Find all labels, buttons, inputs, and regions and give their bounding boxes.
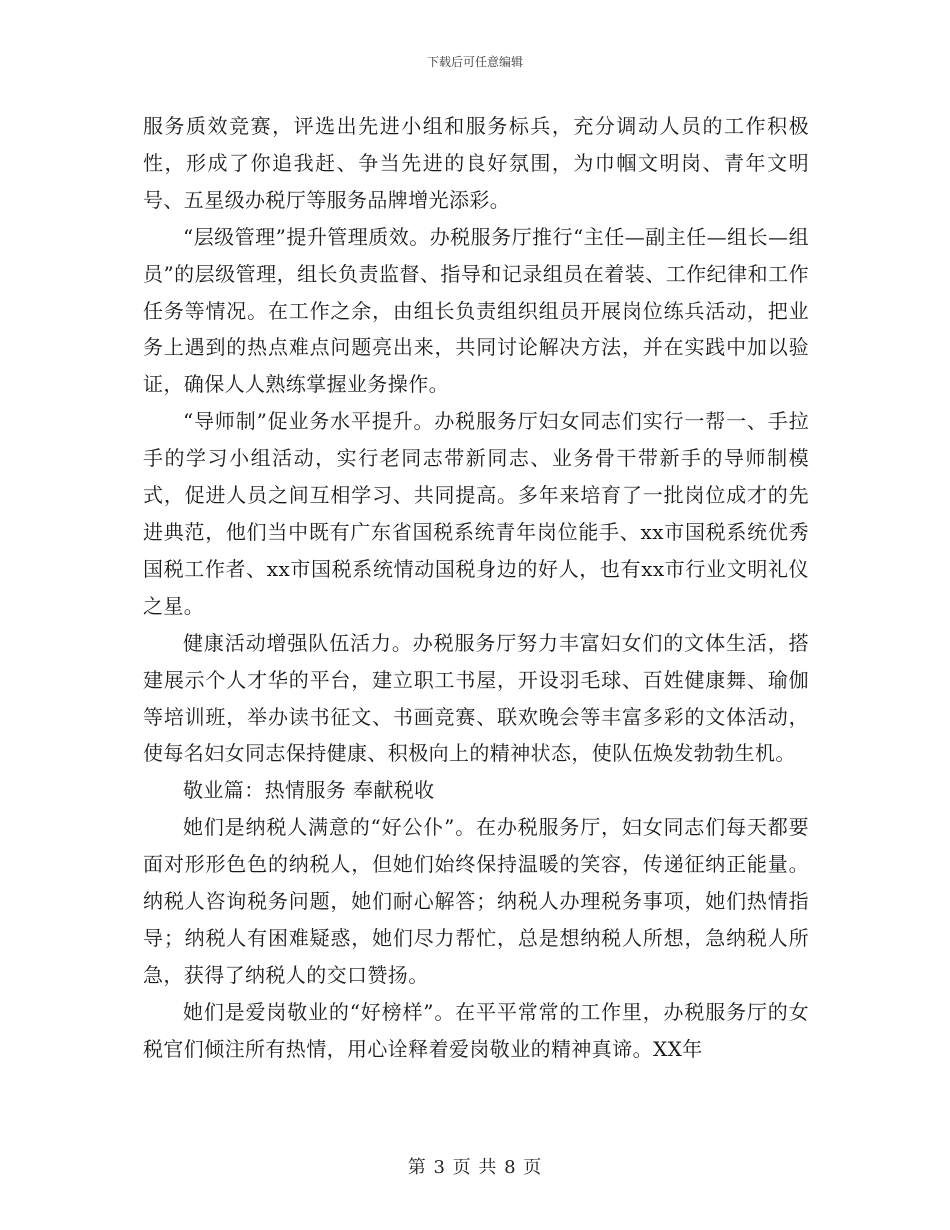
paragraph-health-activities: 健康活动增强队伍活力。办税服务厅努力丰富妇女们的文体生活，搭建展示个人才华的平台，建立职工书屋，开设羽毛球、百姓健康舞、瑜伽等培训班，举办读书征文、书画竞赛、联欢晚会等丰富多彩的文体活动，使每名妇女同志保持健康、积极向上的精神状态，使队伍焕发勃勃生机。: [143, 630, 809, 766]
document-body: [143, 108, 809, 1068]
section-heading-dedication: 敬业篇：热情服务 奉献税收: [183, 778, 435, 803]
page-number: 第 3 页 共 8 页: [407, 1157, 543, 1178]
paragraph-tiered-management: “层级管理”提升管理质效。办税服务厅推行“主任—副主任—组长—组员”的层级管理，组长负责监督、指导和记录组员在着装、工作纪律和工作任务等情况。在工作之余，由组长负责组织组员开展岗位练兵活动，把业务上遇到的热点难点问题亮出来，共同讨论解决方法，并在实践中加以验证，确保人人熟练掌握业务操作。: [143, 224, 809, 397]
page-header: 下载后可任意编辑: [426, 55, 523, 69]
paragraph-public-servant: 她们是纳税人满意的“好公仆”。在办税服务厅，妇女同志们每天都要面对形形色色的纳税人，但她们始终保持温暖的笑容，传递征纳正能量。纳税人咨询税务问题，她们耐心解答；纳税人办理税务事项，她们热情指导；纳税人有困难疑惑，她们尽力帮忙，总是想纳税人所想，急纳税人所急，获得了纳税人的交口赞扬。: [143, 815, 809, 987]
paragraph-mentor-system: “导师制”促业务水平提升。办税服务厅妇女同志们实行一帮一、手拉手的学习小组活动，实行老同志带新同志、业务骨干带新手的导师制模式，促进人员之间互相学习、共同提高。多年来培育了一批岗位成才的先进典范，他们当中既有广东省国税系统青年岗位能手、xx市国税系统优秀国税工作者、xx市国税系统情动国税身边的好人，也有xx市行业文明礼仪之星。: [143, 409, 809, 618]
paragraph-role-model: 她们是爱岗敬业的“好榜样”。在平平常常的工作里，办税服务厅的女税官们倾注所有热情，用心诠释着爱岗敬业的精神真谛。XX年: [143, 999, 809, 1061]
paragraph-service-competition: 服务质效竞赛，评选出先进小组和服务标兵，充分调动人员的工作积极性，形成了你追我赶、争当先进的良好氛围，为巾帼文明岗、青年文明号、五星级办税厅等服务品牌增光添彩。: [143, 114, 809, 212]
